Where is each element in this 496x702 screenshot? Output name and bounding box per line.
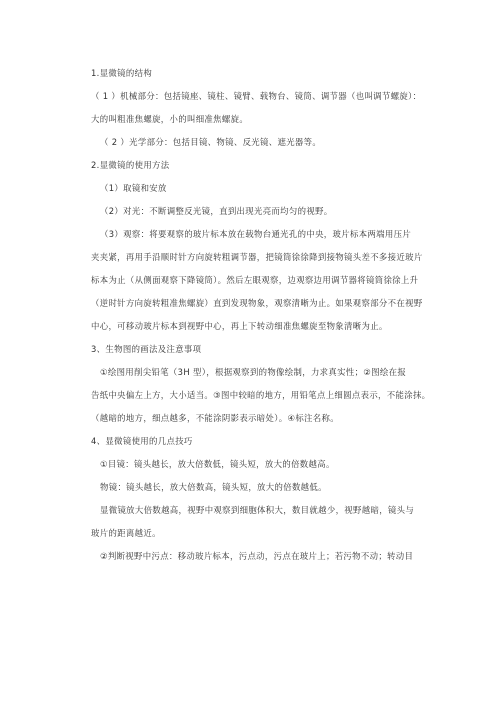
paragraph-line: 玻片的距离越近。 <box>91 528 161 538</box>
heading-usage: 2.显微镜的使用方法 <box>91 160 170 170</box>
paragraph-line: 夹夹紧，再用手沿顺时针方向旋转粗调节器，把镜筒徐徐降到接物镜头差不多接近玻片 <box>91 252 423 262</box>
heading-tips: 4、显微镜使用的几点技巧 <box>91 436 193 446</box>
paragraph-line: 显微镜放大倍数越高，视野中观察到细胞体积大，数目就越少，视野越暗，镜头与 <box>100 505 415 515</box>
paragraph-line: （2）对光：不断调整反光镜，直到出现光亮而均匀的视野。 <box>100 206 333 216</box>
heading-drawing: 3、生物图的画法及注意事项 <box>91 344 202 354</box>
paragraph-line: 告纸中央偏左上方，大小适当。③图中较暗的地方，用铅笔点上细圆点表示，不能涂抹。 <box>91 390 431 400</box>
paragraph-line: （逆时针方向旋转粗准焦螺旋）直到发现物象，观察清晰为止。如果观察部分不在视野 <box>91 298 423 308</box>
paragraph-line: 中心，可移动玻片标本到视野中心，再上下转动细准焦螺旋至物象清晰为止。 <box>91 321 388 331</box>
paragraph-line: ①绘图用削尖铅笔（3H 型），根据观察到的物像绘制，力求真实性；②图绘在报 <box>100 367 407 377</box>
paragraph-line: （ 1 ）机械部分：包括镜座、镜柱、镜臂、载物台、镜筒、调节器（也叫调节螺旋）： <box>91 91 422 101</box>
paragraph-line: （越暗的地方，细点越多，不能涂阴影表示暗处）。④标注名称。 <box>91 413 339 423</box>
paragraph-line: ②判断视野中污点：移动玻片标本，污点动，污点在玻片上；若污物不动；转动目 <box>100 551 414 561</box>
paragraph-line: 物镜：镜头越长，放大倍数高，镜头短，放大的倍数越低。 <box>100 482 327 492</box>
paragraph-line: （3）观察：将要观察的玻片标本放在载物台通光孔的中央，玻片标本两端用压片 <box>100 229 412 239</box>
heading-structure: 1.显微镜的结构 <box>91 68 153 78</box>
paragraph-line: （ 2 ）光学部分：包括目镜、物镜、反光镜、遮光器等。 <box>100 137 322 147</box>
paragraph-line: ①目镜：镜头越长，放大倍数低，镜头短，放大的倍数越高。 <box>100 459 335 469</box>
paragraph-line: 标本为止（从侧面观察下降镜筒）。然后左眼观察，边观察边用调节器将镜筒徐徐上升 <box>91 275 419 285</box>
paragraph-line: （1）取镜和安放 <box>100 183 167 193</box>
paragraph-line: 大的叫粗准焦螺旋，小的叫细准焦螺旋。 <box>91 114 249 124</box>
